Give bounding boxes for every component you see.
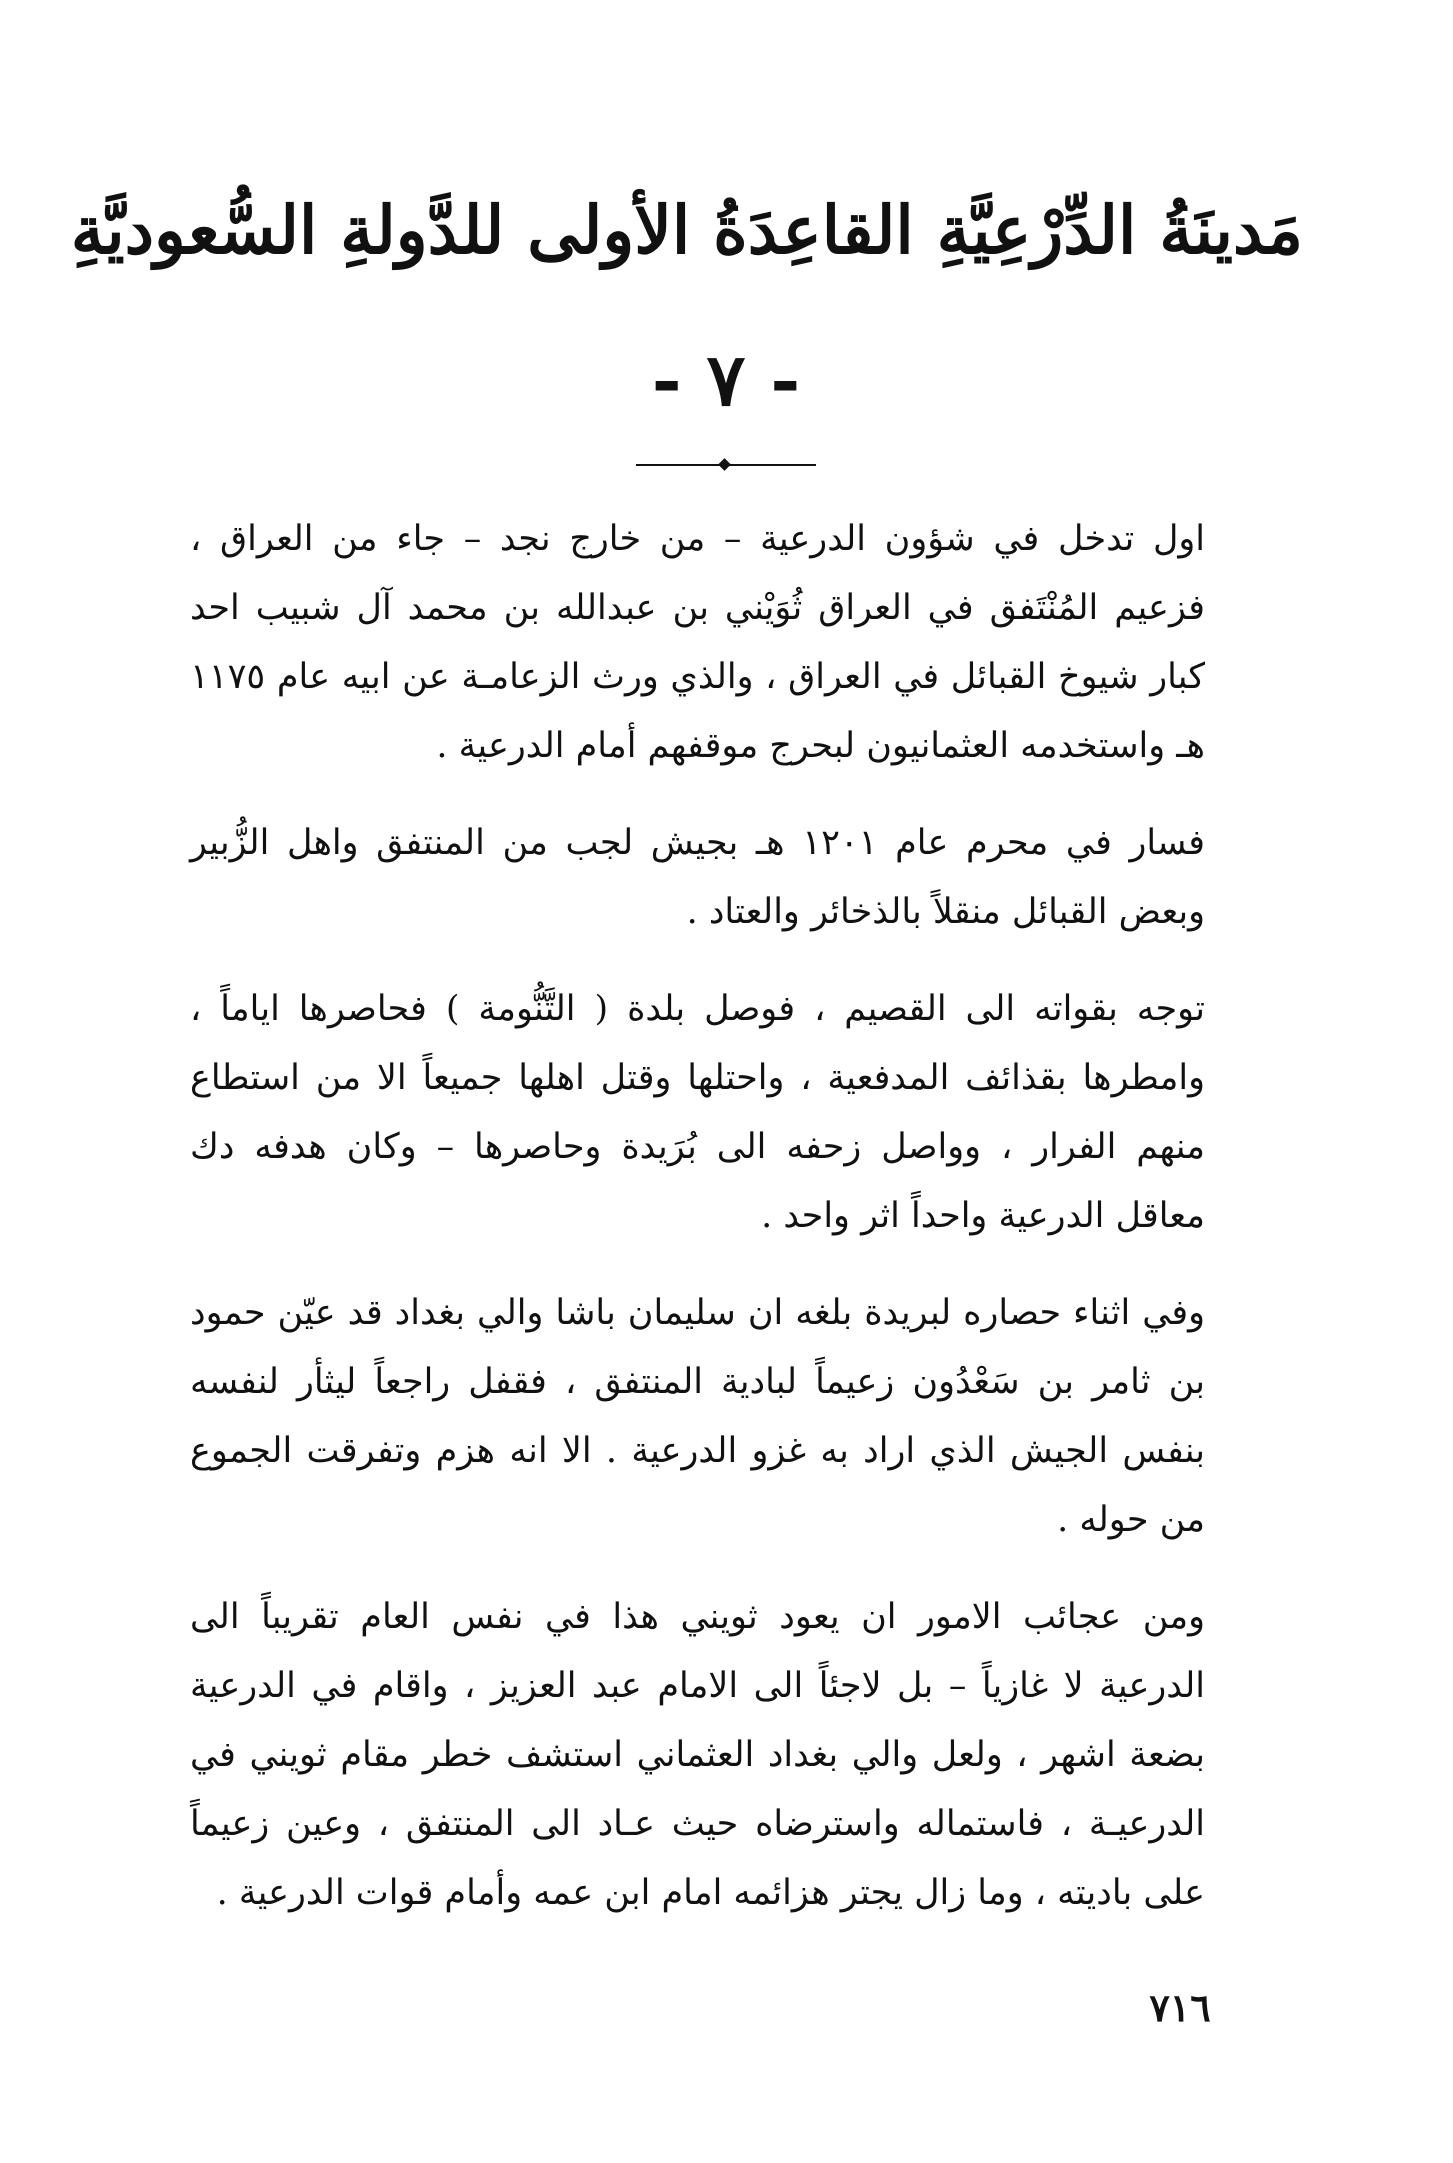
ornament-divider xyxy=(636,460,816,470)
divider-diamond xyxy=(718,458,731,471)
paragraph: اول تدخل في شؤون الدرعية – من خارج نجد – جاء من العراق ، فزعيم المُنْتَفق في العراق ثُوَيْني بن عبدالله بن محمد آل شبيب احد كبار شيوخ القبائل في العراق ، والذي ورث الزعامـة عن ابيه عام ١١٧٥ هـ واستخدمه العثمانيون لبحرج موقفهم أمام الدرعية . xyxy=(190,519,1205,766)
paragraph: وفي اثناء حصاره لبريدة بلغه ان سليمان باشا والي بغداد قد عيّن حمود بن ثامر بن سَعْدُون زعيماً لبادية المنتفق ، فقفل راجعاً ليثأر لنفسه بنفس الجيش الذي اراد به غزو الدرعية . الا انه هزم وتفرقت الجموع من حوله . xyxy=(190,1293,1205,1540)
page-title: مَدينَةُ الدِّرْعِيَّةِ القاعِدَةُ الأولى للدَّولةِ السُّعوديَّةِ xyxy=(70,191,1303,269)
paragraph: ومن عجائب الامور ان يعود ثويني هذا في نفس العام تقريباً الى الدرعية لا غازياً – بل لاجئاً الى الامام عبد العزيز ، واقام في الدرعية بضعة اشهر ، ولعل والي بغداد العثماني استشف خطر مقام ثويني في الدرعيـة ، فاستماله واسترضاه حيث عـاد الى المنتفق ، وعين زعيماً على باديته ، وما زال يجتر هزائمه امام ابن عمه وأمام قوات الدرعية . xyxy=(190,1597,1205,1913)
page-number: ٧١٦ xyxy=(1149,1985,1211,2030)
body-text xyxy=(190,505,1205,1956)
chapter-number: - ٧ - xyxy=(651,337,801,422)
paragraph: توجه بقواته الى القصيم ، فوصل بلدة ( التَّنُّومة ) فحاصرها اياماً ، وامطرها بقذائف المدفعية ، واحتلها وقتل اهلها جميعاً الا من استطاع منهم الفرار ، وواصل زحفه الى بُرَيدة وحاصرها – وكان هدفه دك معاقل الدرعية واحداً اثر واحد . xyxy=(190,989,1205,1236)
paragraph: فسار في محرم عام ١٢٠١ هـ بجيش لجب من المنتفق واهل الزُّبير وبعض القبائل منقلاً بالذخائر والعتاد . xyxy=(190,823,1205,932)
